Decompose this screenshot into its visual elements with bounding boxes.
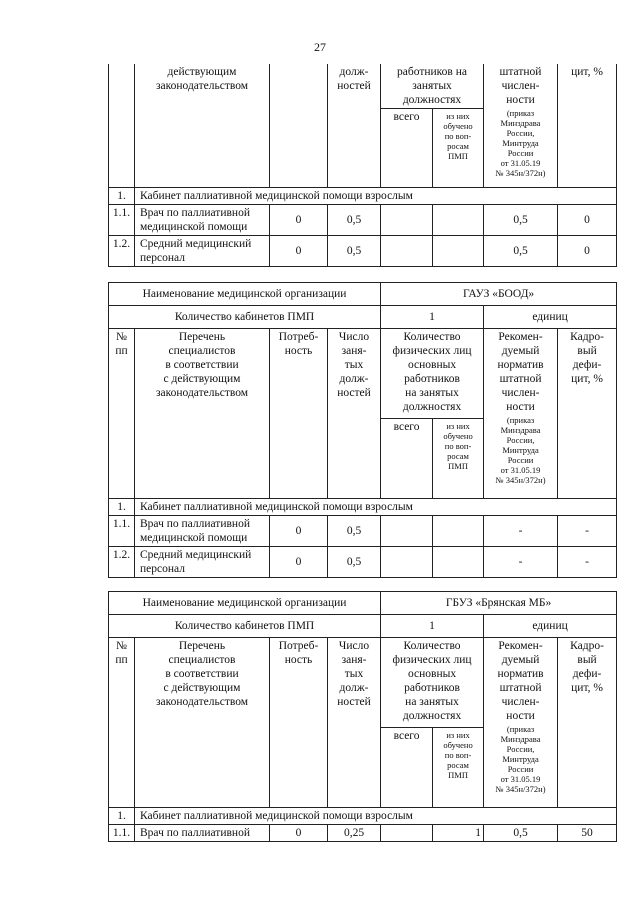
row-deficit: - <box>558 516 617 547</box>
section-title: Кабинет паллиативной медицинской помощи взрослым <box>135 188 617 205</box>
row-name: Врач по паллиативной медицинской помощи <box>135 205 270 236</box>
row-deficit: 0 <box>558 236 617 267</box>
row-no: 1.1. <box>109 516 135 547</box>
section-title: Кабинет паллиативной медицинской помощи взрослым <box>135 499 617 516</box>
row-trained <box>433 236 484 267</box>
row-total <box>381 825 433 842</box>
normative-note: (приказ Минздрава России, Минтруда России от 31.05.19 № 345н/372н) <box>495 415 546 485</box>
row-no: 1.1. <box>109 825 135 842</box>
table-org-bryansk-mb <box>108 591 617 842</box>
row-name: Средний медицинский персонал <box>135 236 270 267</box>
header-total: всего <box>381 109 433 188</box>
row-total <box>381 547 433 578</box>
table-row <box>109 236 617 267</box>
row-name: Врач по паллиативной <box>135 825 270 842</box>
header-no: № пп <box>109 329 135 499</box>
row-norm: 0,5 <box>484 205 558 236</box>
row-need: 0 <box>270 205 328 236</box>
cabinets-label: Количество кабинетов ПМП <box>109 615 381 638</box>
header-total: всего <box>381 728 433 808</box>
table-row <box>109 516 617 547</box>
header-deficit: Кадро- вый дефи- цит, % <box>558 638 617 808</box>
header-normative <box>484 638 558 808</box>
row-positions: 0,5 <box>328 516 381 547</box>
header-deficit-cont: цит, % <box>558 64 617 188</box>
row-total <box>381 516 433 547</box>
row-total <box>381 236 433 267</box>
cabinets-count: 1 <box>381 306 484 329</box>
row-need: 0 <box>270 236 328 267</box>
row-name: Средний медицинский персонал <box>135 547 270 578</box>
section-title: Кабинет паллиативной медицинской помощи взрослым <box>135 808 617 825</box>
header-deficit: Кадро- вый дефи- цит, % <box>558 329 617 499</box>
header-positions: Число заня- тых долж- ностей <box>328 329 381 499</box>
row-no: 1.1. <box>109 205 135 236</box>
header-persons: Количество физических лиц основных работников на занятых должностях <box>381 638 484 728</box>
table-row <box>109 825 617 842</box>
cabinets-units: единиц <box>484 306 617 329</box>
header-no-cell <box>109 64 135 188</box>
header-trained: из них обучено по воп- росам ПМП <box>433 109 484 188</box>
section-number: 1. <box>109 808 135 825</box>
header-need-cont <box>270 64 328 188</box>
row-positions: 0,25 <box>328 825 381 842</box>
normative-label: штатной числен- ности <box>499 66 542 106</box>
header-persons: Количество физических лиц основных работников на занятых должностях <box>381 329 484 419</box>
table-org-bood <box>108 282 617 578</box>
header-trained: из них обучено по воп- росам ПМП <box>433 419 484 499</box>
page-number: 27 <box>314 40 326 54</box>
normative-note: (приказ Минздрава России, Минтруда России от 31.05.19 № 345н/372н) <box>495 108 546 178</box>
header-positions-cont: долж- ностей <box>328 64 381 188</box>
row-norm: 0,5 <box>484 236 558 267</box>
row-trained <box>433 516 484 547</box>
row-deficit: 50 <box>558 825 617 842</box>
org-name: ГАУЗ «БООД» <box>381 283 617 306</box>
org-label: Наименование медицинской организации <box>109 283 381 306</box>
row-need: 0 <box>270 516 328 547</box>
table-row <box>109 547 617 578</box>
header-normative-cont <box>484 64 558 188</box>
normative-note: (приказ Минздрава России, Минтруда России от 31.05.19 № 345н/372н) <box>495 724 546 794</box>
header-persons-cont: работников на занятых должностях <box>381 64 484 109</box>
header-specialists: Перечень специалистов в соответствии с действующим законодательством <box>135 329 270 499</box>
row-trained <box>433 205 484 236</box>
cabinets-count: 1 <box>381 615 484 638</box>
row-no: 1.2. <box>109 547 135 578</box>
header-total: всего <box>381 419 433 499</box>
table-row <box>109 205 617 236</box>
row-deficit: 0 <box>558 205 617 236</box>
section-number: 1. <box>109 499 135 516</box>
row-need: 0 <box>270 547 328 578</box>
header-specialists-cont: действующим законодательством <box>135 64 270 188</box>
row-trained <box>433 547 484 578</box>
row-positions: 0,5 <box>328 547 381 578</box>
row-deficit: - <box>558 547 617 578</box>
row-norm: - <box>484 547 558 578</box>
row-trained: 1 <box>433 825 484 842</box>
section-number: 1. <box>109 188 135 205</box>
row-name: Врач по паллиативной медицинской помощи <box>135 516 270 547</box>
row-need: 0 <box>270 825 328 842</box>
row-positions: 0,5 <box>328 205 381 236</box>
row-norm: 0,5 <box>484 825 558 842</box>
row-norm: - <box>484 516 558 547</box>
cabinets-units: единиц <box>484 615 617 638</box>
header-positions: Число заня- тых долж- ностей <box>328 638 381 808</box>
row-total <box>381 205 433 236</box>
header-normative <box>484 329 558 499</box>
header-specialists: Перечень специалистов в соответствии с действующим законодательством <box>135 638 270 808</box>
header-need: Потреб- ность <box>270 329 328 499</box>
normative-label: Рекомен- дуемый норматив штатной числен- ности <box>497 640 544 722</box>
header-need: Потреб- ность <box>270 638 328 808</box>
org-label: Наименование медицинской организации <box>109 592 381 615</box>
normative-label: Рекомен- дуемый норматив штатной числен- ности <box>497 331 544 413</box>
row-no: 1.2. <box>109 236 135 267</box>
header-trained: из них обучено по воп- росам ПМП <box>433 728 484 808</box>
table-continuation <box>108 64 617 267</box>
header-no: № пп <box>109 638 135 808</box>
row-positions: 0,5 <box>328 236 381 267</box>
org-name: ГБУЗ «Брянская МБ» <box>381 592 617 615</box>
cabinets-label: Количество кабинетов ПМП <box>109 306 381 329</box>
